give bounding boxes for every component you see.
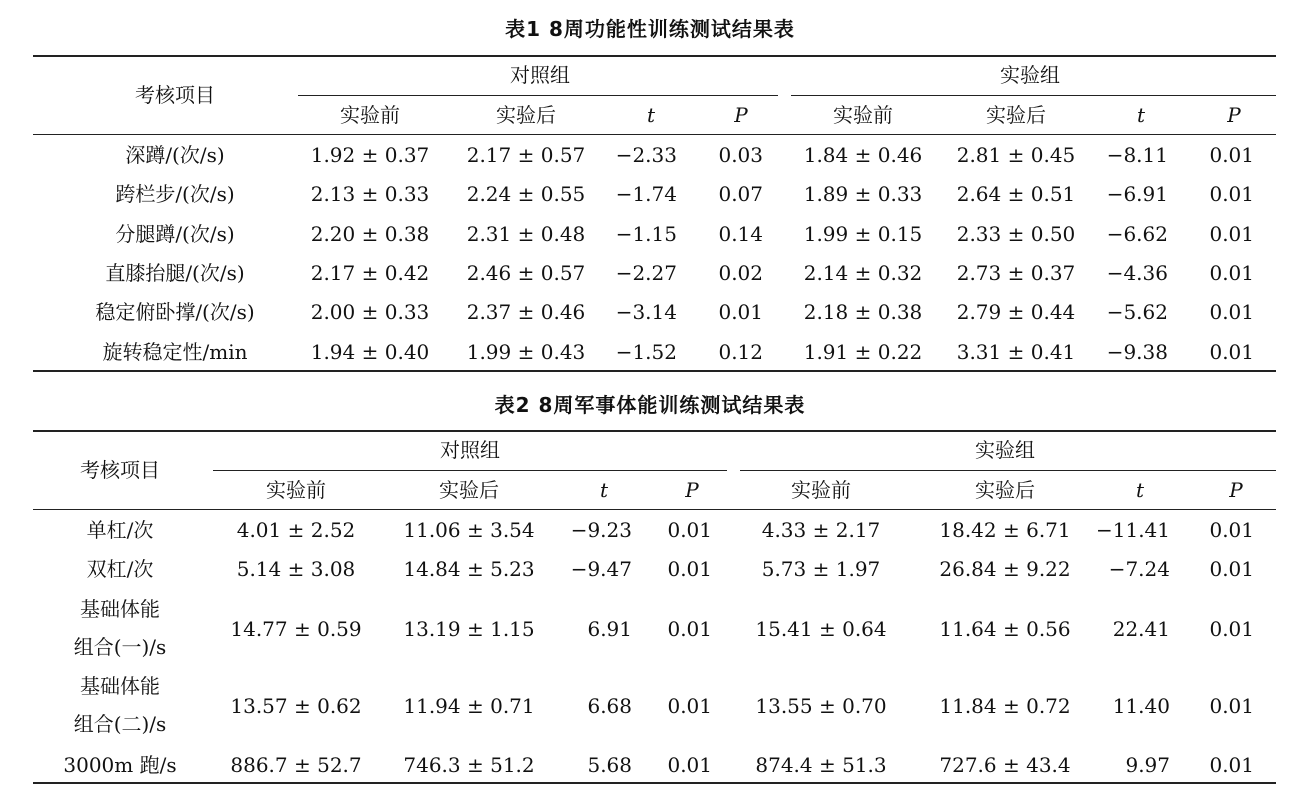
table2-row-label: 组合(二)/s bbox=[73, 712, 167, 736]
table2-item-header: 考核项目 bbox=[80, 458, 160, 482]
table1-cell: 2.00 ± 0.33 bbox=[310, 300, 430, 324]
table1-group-control: 对照组 bbox=[510, 63, 570, 87]
table1-cell: 1.99 ± 0.15 bbox=[803, 222, 923, 246]
table2-subheader: t bbox=[599, 478, 609, 502]
table1-subheader: 实验后 bbox=[496, 103, 556, 127]
table1-cell: 0.01 bbox=[1209, 340, 1254, 364]
table1-cell: 2.33 ± 0.50 bbox=[956, 222, 1076, 246]
table2-cell: −7.24 bbox=[1108, 557, 1170, 581]
table2-subheader: 实验前 bbox=[791, 478, 851, 502]
table2-subheader: 实验后 bbox=[975, 478, 1035, 502]
table1-caption: 表1 8周功能性训练测试结果表 bbox=[505, 17, 795, 41]
table1-cell: −6.91 bbox=[1106, 182, 1168, 206]
table1-bottom-rule bbox=[33, 370, 1276, 372]
table1-cell: −9.38 bbox=[1106, 340, 1168, 364]
table1-cell: −1.52 bbox=[615, 340, 677, 364]
table1-cell: 0.01 bbox=[1209, 261, 1254, 285]
table1-group-rule-experiment bbox=[791, 95, 1276, 96]
table1-cell: 2.20 ± 0.38 bbox=[310, 222, 430, 246]
table2-cell: 0.01 bbox=[1209, 753, 1254, 777]
table1-cell: 2.79 ± 0.44 bbox=[956, 300, 1076, 324]
table1-cell: −1.15 bbox=[615, 222, 677, 246]
table2-cell: 5.73 ± 1.97 bbox=[761, 557, 881, 581]
table2-cell: 727.6 ± 43.4 bbox=[939, 753, 1071, 777]
table2-cell: 0.01 bbox=[667, 557, 712, 581]
table2-cell: 6.91 bbox=[587, 617, 632, 641]
table2-cell: 11.84 ± 0.72 bbox=[939, 694, 1071, 718]
table2-cell: 746.3 ± 51.2 bbox=[403, 753, 535, 777]
table1-subheader: P bbox=[734, 103, 748, 127]
table1-cell: 1.92 ± 0.37 bbox=[310, 143, 430, 167]
table1-subheader: 实验前 bbox=[340, 103, 400, 127]
table1-cell: 2.81 ± 0.45 bbox=[956, 143, 1076, 167]
table2-cell: 11.06 ± 3.54 bbox=[403, 518, 535, 542]
table1-cell: 0.01 bbox=[1209, 222, 1254, 246]
table2-cell: 0.01 bbox=[667, 617, 712, 641]
table2-cell: −9.47 bbox=[570, 557, 632, 581]
table1-subheader: t bbox=[1136, 103, 1146, 127]
table1-cell: 0.14 bbox=[718, 222, 763, 246]
table1-group-experiment: 实验组 bbox=[1000, 63, 1060, 87]
table2-subheader: P bbox=[1229, 478, 1243, 502]
table1-cell: −3.14 bbox=[615, 300, 677, 324]
table2-row-label: 单杠/次 bbox=[86, 518, 154, 542]
table1-row-label: 深蹲/(次/s) bbox=[125, 143, 225, 167]
table1-cell: 1.91 ± 0.22 bbox=[803, 340, 923, 364]
table2-cell: 18.42 ± 6.71 bbox=[939, 518, 1071, 542]
table2-row-label: 基础体能 bbox=[80, 674, 160, 698]
table2-cell: 886.7 ± 52.7 bbox=[230, 753, 362, 777]
table2-cell: 4.01 ± 2.52 bbox=[236, 518, 356, 542]
table1-cell: 2.46 ± 0.57 bbox=[466, 261, 586, 285]
table1-subheader: P bbox=[1227, 103, 1241, 127]
table1-row-label: 旋转稳定性/min bbox=[102, 340, 248, 364]
table1-cell: 0.02 bbox=[718, 261, 763, 285]
table1-cell: 2.18 ± 0.38 bbox=[803, 300, 923, 324]
table1-cell: −2.33 bbox=[615, 143, 677, 167]
table1-cell: 2.37 ± 0.46 bbox=[466, 300, 586, 324]
table1-cell: −5.62 bbox=[1106, 300, 1168, 324]
table1-cell: 1.84 ± 0.46 bbox=[803, 143, 923, 167]
table1-cell: 2.13 ± 0.33 bbox=[310, 182, 430, 206]
table2-row-label: 3000m 跑/s bbox=[63, 753, 177, 777]
table1-cell: 0.01 bbox=[1209, 182, 1254, 206]
table2-row-label: 基础体能 bbox=[80, 597, 160, 621]
table1-cell: 0.01 bbox=[1209, 143, 1254, 167]
table2-header-rule bbox=[33, 509, 1276, 510]
table1-row-label: 跨栏步/(次/s) bbox=[115, 182, 235, 206]
table2-group-control: 对照组 bbox=[440, 438, 500, 462]
table1-cell: 2.73 ± 0.37 bbox=[956, 261, 1076, 285]
table1-cell: 1.89 ± 0.33 bbox=[803, 182, 923, 206]
table2-group-rule-experiment bbox=[740, 470, 1276, 471]
table1-row-label: 直膝抬腿/(次/s) bbox=[105, 261, 245, 285]
table2-cell: 22.41 bbox=[1112, 617, 1170, 641]
table2-subheader: t bbox=[1135, 478, 1145, 502]
table2-cell: 14.84 ± 5.23 bbox=[403, 557, 535, 581]
table2-cell: 0.01 bbox=[667, 753, 712, 777]
table2-cell: 11.40 bbox=[1112, 694, 1170, 718]
table1-item-header: 考核项目 bbox=[135, 83, 215, 107]
table1-top-rule bbox=[33, 55, 1276, 57]
table2-subheader: 实验前 bbox=[266, 478, 326, 502]
table1-cell: 2.14 ± 0.32 bbox=[803, 261, 923, 285]
table1-cell: −8.11 bbox=[1106, 143, 1168, 167]
table2-group-rule-control bbox=[213, 470, 727, 471]
table1-cell: 0.07 bbox=[718, 182, 763, 206]
table1-cell: 2.64 ± 0.51 bbox=[956, 182, 1076, 206]
table1-cell: 0.03 bbox=[718, 143, 763, 167]
table2-row-label: 组合(一)/s bbox=[73, 635, 167, 659]
table1-subheader: 实验后 bbox=[986, 103, 1046, 127]
table2-cell: 11.64 ± 0.56 bbox=[939, 617, 1071, 641]
table1-cell: −1.74 bbox=[615, 182, 677, 206]
table1-cell: −6.62 bbox=[1106, 222, 1168, 246]
table2-cell: 6.68 bbox=[587, 694, 632, 718]
table2-cell: 5.68 bbox=[587, 753, 632, 777]
table2-cell: 0.01 bbox=[1209, 694, 1254, 718]
table1-cell: 0.12 bbox=[718, 340, 763, 364]
table2-cell: 14.77 ± 0.59 bbox=[230, 617, 362, 641]
table2-cell: 11.94 ± 0.71 bbox=[403, 694, 535, 718]
table1-cell: −2.27 bbox=[615, 261, 677, 285]
table1-cell: 2.17 ± 0.42 bbox=[310, 261, 430, 285]
table2-cell: −11.41 bbox=[1095, 518, 1170, 542]
table2-cell: 0.01 bbox=[1209, 518, 1254, 542]
table2-cell: 15.41 ± 0.64 bbox=[755, 617, 887, 641]
table2-row-label: 双杠/次 bbox=[86, 557, 154, 581]
table2-cell: 13.19 ± 1.15 bbox=[403, 617, 535, 641]
table1-row-label: 分腿蹲/(次/s) bbox=[115, 222, 235, 246]
table2-cell: 0.01 bbox=[667, 694, 712, 718]
table1-cell: 2.31 ± 0.48 bbox=[466, 222, 586, 246]
table1-row-label: 稳定俯卧撑/(次/s) bbox=[95, 300, 255, 324]
table2-cell: 13.57 ± 0.62 bbox=[230, 694, 362, 718]
table1-subheader: 实验前 bbox=[833, 103, 893, 127]
table2-group-experiment: 实验组 bbox=[975, 438, 1035, 462]
table2-top-rule bbox=[33, 430, 1276, 432]
table1-cell: 0.01 bbox=[718, 300, 763, 324]
table2-cell: 4.33 ± 2.17 bbox=[761, 518, 881, 542]
table2-caption: 表2 8周军事体能训练测试结果表 bbox=[494, 393, 806, 417]
table2-cell: 874.4 ± 51.3 bbox=[755, 753, 887, 777]
table1-cell: 2.24 ± 0.55 bbox=[466, 182, 586, 206]
table2-cell: 0.01 bbox=[1209, 617, 1254, 641]
table2-cell: −9.23 bbox=[570, 518, 632, 542]
table1-cell: 0.01 bbox=[1209, 300, 1254, 324]
table2-subheader: 实验后 bbox=[439, 478, 499, 502]
table1-subheader: t bbox=[646, 103, 656, 127]
table1-cell: 1.99 ± 0.43 bbox=[466, 340, 586, 364]
table1-cell: −4.36 bbox=[1106, 261, 1168, 285]
table1-cell: 1.94 ± 0.40 bbox=[310, 340, 430, 364]
table2-cell: 9.97 bbox=[1125, 753, 1170, 777]
table2-bottom-rule bbox=[33, 782, 1276, 784]
table2-cell: 5.14 ± 3.08 bbox=[236, 557, 356, 581]
table1-cell: 2.17 ± 0.57 bbox=[466, 143, 586, 167]
table1-cell: 3.31 ± 0.41 bbox=[956, 340, 1076, 364]
table2-subheader: P bbox=[685, 478, 699, 502]
table2-cell: 26.84 ± 9.22 bbox=[939, 557, 1071, 581]
table2-cell: 0.01 bbox=[667, 518, 712, 542]
table1-header-rule bbox=[33, 134, 1276, 135]
table2-cell: 0.01 bbox=[1209, 557, 1254, 581]
table1-group-rule-control bbox=[298, 95, 778, 96]
table2-cell: 13.55 ± 0.70 bbox=[755, 694, 887, 718]
